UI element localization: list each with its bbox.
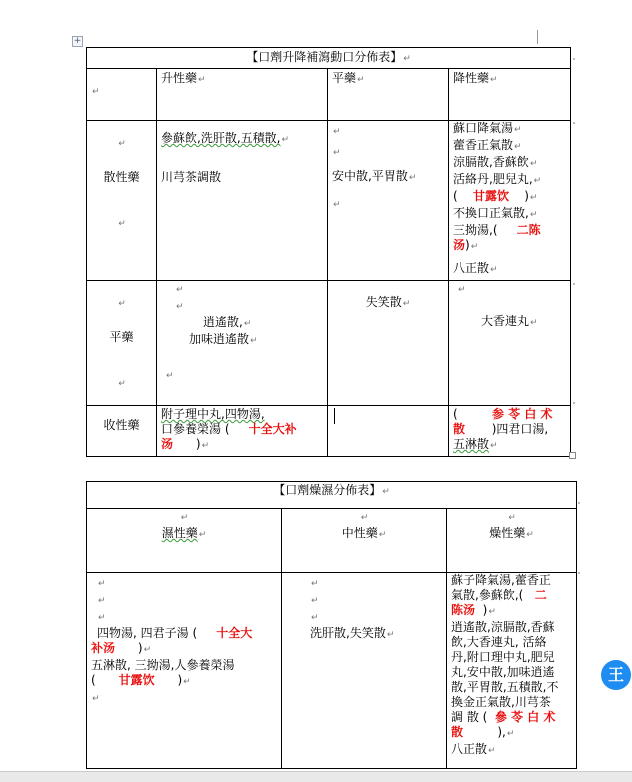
margin-dot: [573, 283, 575, 285]
corner-cell: ↵: [87, 69, 157, 121]
cell: 參蘇飲,洗肝散,五積散,↵ 川芎茶調散: [157, 121, 328, 281]
table-title: 【口劑升降補瀉動口分佈表】↵: [87, 48, 571, 69]
margin-dot: [573, 58, 575, 60]
cell: ↵ ↵ ↵ 洗肝散,失笑散↵: [282, 573, 447, 769]
status-bar: [0, 771, 632, 782]
col-header: ↵ 中性藥↵: [282, 509, 447, 573]
table-dry-damp: [86, 481, 577, 769]
cell: ↵ ↵ ↵ 四物湯, 四君子湯 ( 十全大 补汤 )↵ 五淋散, 三拗湯,人參養榮湯 ( 甘露饮 )↵ ↵: [87, 573, 282, 769]
margin-dot: [578, 502, 580, 504]
cell: ↵ 大香連丸↵: [449, 281, 571, 406]
row-header: ↵ 散性藥 ↵: [87, 121, 157, 281]
col-header: 平藥↵: [328, 69, 449, 121]
table-resize-handle[interactable]: [569, 452, 576, 459]
margin-dot: [573, 402, 575, 404]
cell: 失笑散↵: [328, 281, 449, 406]
cell: 附子理中丸,四物湯, 口參養榮湯 ( 十全大补 汤 )↵: [157, 406, 328, 457]
col-header: 升性藥↵: [157, 69, 328, 121]
text-cursor: [334, 408, 335, 424]
col-header: 降性藥↵: [449, 69, 571, 121]
table-title: 【口劑燥濕分佈表】↵: [87, 482, 577, 509]
margin-dot: [578, 572, 580, 574]
col-header: ↵ 濕性藥↵: [87, 509, 282, 573]
table-lift-descend: [86, 47, 571, 457]
cell: ↵ ↵ 安中散,平胃散↵ ↵: [328, 121, 449, 281]
row-header: ↵ 平藥 ↵: [87, 281, 157, 406]
col-header: ↵ 燥性藥↵: [447, 509, 577, 573]
cell: 蘇口降氣湯↵ 藿香正氣散↵ 涼膈散,香蘇飲↵ 活絡丹,肥兒丸,↵ ( 甘露饮 )↵ 不換口正氣散,↵ 三拗湯,( 二陈 汤)↵ 八正散↵: [449, 121, 571, 281]
cell: 蘇子降氣湯,藿香正 氣散,參蘇飲,( 二 陈汤 )↵ 逍遙散,涼膈散,香蘇 飲,大香連丸, 活絡 丹,附口理中丸,肥兒 丸,安中散,加味逍遙 散,平胃散,五積散,不 換金正氣散,川芎茶 調 散 ( 參 苓 白 术 散 ),↵ 八正散↵: [447, 573, 577, 769]
cell[interactable]: [328, 406, 449, 457]
cell: ( 参 苓 白 术 散 )四君口湯, 五淋散↵: [449, 406, 571, 457]
margin-dot: [573, 122, 575, 124]
cell: ↵ ↵ 逍遙散,↵ 加味逍遙散↵ ↵: [157, 281, 328, 406]
table-move-handle-icon[interactable]: +: [73, 36, 82, 46]
crop-mark: [537, 30, 546, 44]
row-header: 收性藥: [87, 406, 157, 457]
ime-badge-icon[interactable]: 王: [601, 660, 631, 690]
